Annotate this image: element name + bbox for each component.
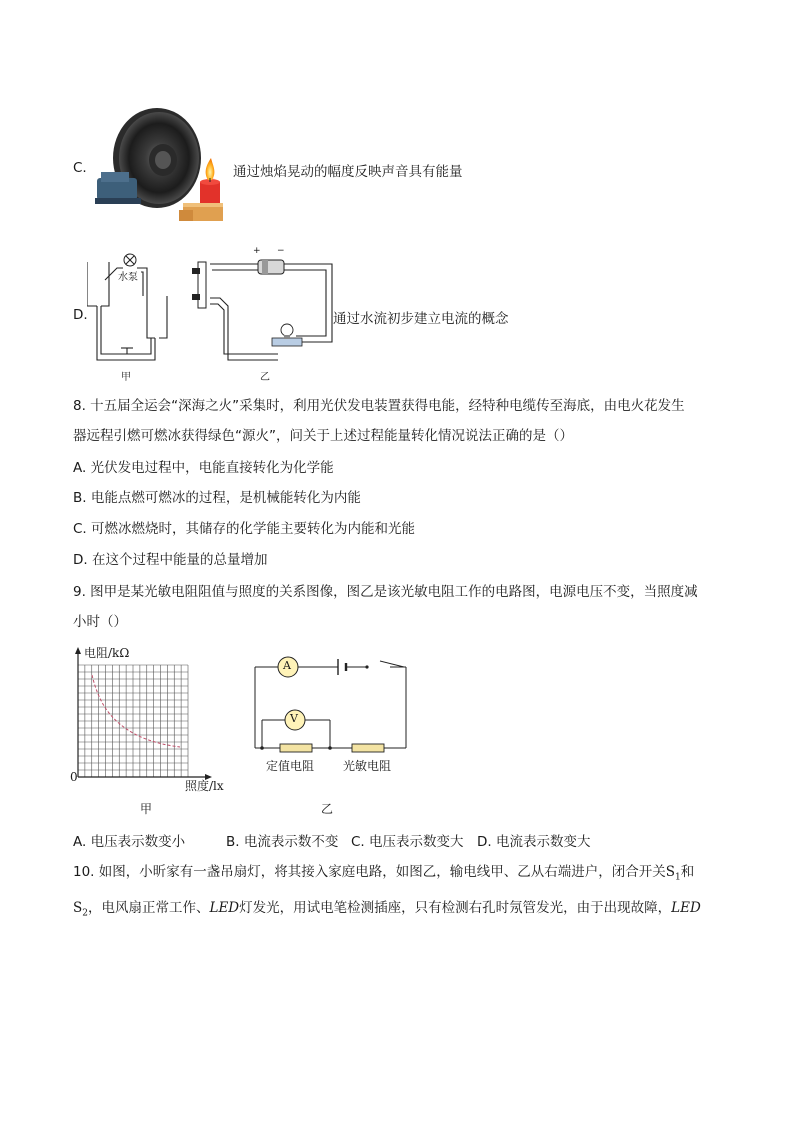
q9-option-b: B. 电流表示数不变 xyxy=(226,834,339,850)
q8-option-d: D. 在这个过程中能量的总量增加 xyxy=(73,552,268,568)
switch-s2 xyxy=(73,900,88,919)
q10-and: 和 xyxy=(680,864,695,880)
graph-y-axis-label: 电阻/kΩ xyxy=(84,646,130,660)
graph-grid xyxy=(78,665,188,777)
q9-stem-line-2: 小时（） xyxy=(73,614,127,630)
q9-stem-line-1: 9. 图甲是某光敏电阻阻值与照度的关系图像，图乙是该光敏电阻工作的电路图，电源电压不变，当照度减 xyxy=(73,584,698,600)
graph-x-axis-label: 照度/lx xyxy=(185,779,224,793)
switch-s2-letter: S xyxy=(73,900,83,916)
switch-s1-letter: S xyxy=(665,864,676,880)
q9-option-c: C. 电压表示数变大 xyxy=(351,834,464,850)
switch-s1 xyxy=(665,864,681,883)
q10-stem-line-1 xyxy=(73,862,694,888)
led-term: LED xyxy=(209,900,240,916)
voltmeter-symbol: V xyxy=(290,712,298,725)
q8-option-b: B. 电能点燃可燃冰的过程，是机械能转化为内能 xyxy=(73,490,361,506)
speaker-candle-illustration xyxy=(95,106,229,224)
q9-option-a: A. 电压表示数变小 xyxy=(73,834,186,850)
q8-stem-line-1: 8. 十五届全运会“深海之火”采集时，利用光伏发电装置获得电能，经特种电缆传至海底，由电火花发生 xyxy=(73,398,685,414)
option-d-text: 通过水流初步建立电流的概念 xyxy=(333,311,509,327)
fixed-resistor-label: 定值电阻 xyxy=(266,759,315,773)
minus-terminal: − xyxy=(277,246,285,256)
graph-origin-label: 0 xyxy=(70,770,78,784)
q9-option-d: D. 电流表示数变大 xyxy=(477,834,591,850)
q10-stem-text-2a: ，电风扇正常工作、 xyxy=(87,900,210,916)
q8-option-a: A. 光伏发电过程中，电能直接转化为化学能 xyxy=(73,460,334,476)
led-term-end: LED xyxy=(671,900,701,916)
q10-stem-text-1: 10. 如图，小昕家有一盏吊扇灯，将其接入家庭电路，如图乙，输电线甲、乙从右端进户，闭合开关 xyxy=(73,864,666,880)
option-c-text: 通过烛焰晃动的幅度反映声音具有能量 xyxy=(233,164,463,180)
electric-circuit-diagram xyxy=(188,250,338,370)
q8-stem-line-2: 器远程引燃可燃冰获得绿色“源火”，问关于上述过程能量转化情况说法正确的是（） xyxy=(73,428,573,444)
q10-stem-line-2 xyxy=(73,898,701,924)
resistance-illuminance-graph xyxy=(68,645,238,785)
photoresistor-label: 光敏电阻 xyxy=(343,759,392,773)
circuit-caption: 乙 xyxy=(321,802,334,816)
option-d-label: D. xyxy=(73,307,88,323)
fig-jia-caption: 甲 xyxy=(121,372,131,383)
q8-option-c: C. 可燃冰燃烧时，其储存的化学能主要转化为内能和光能 xyxy=(73,521,416,537)
fig-yi-caption: 乙 xyxy=(260,372,270,383)
ammeter-symbol: A xyxy=(283,659,291,672)
plus-terminal: + xyxy=(253,246,261,256)
switch-s1-subscript: 1 xyxy=(675,872,681,883)
pump-label: 水泵 xyxy=(118,272,138,283)
graph-caption: 甲 xyxy=(140,802,153,816)
option-c-label: C. xyxy=(73,160,87,176)
q10-stem-text-2b: 灯发光，用试电笔检测插座，只有检测右孔时氖管发光，由于出现故障， xyxy=(239,900,672,916)
switch-s2-subscript: 2 xyxy=(82,908,88,919)
photoresistor-circuit xyxy=(252,655,412,755)
